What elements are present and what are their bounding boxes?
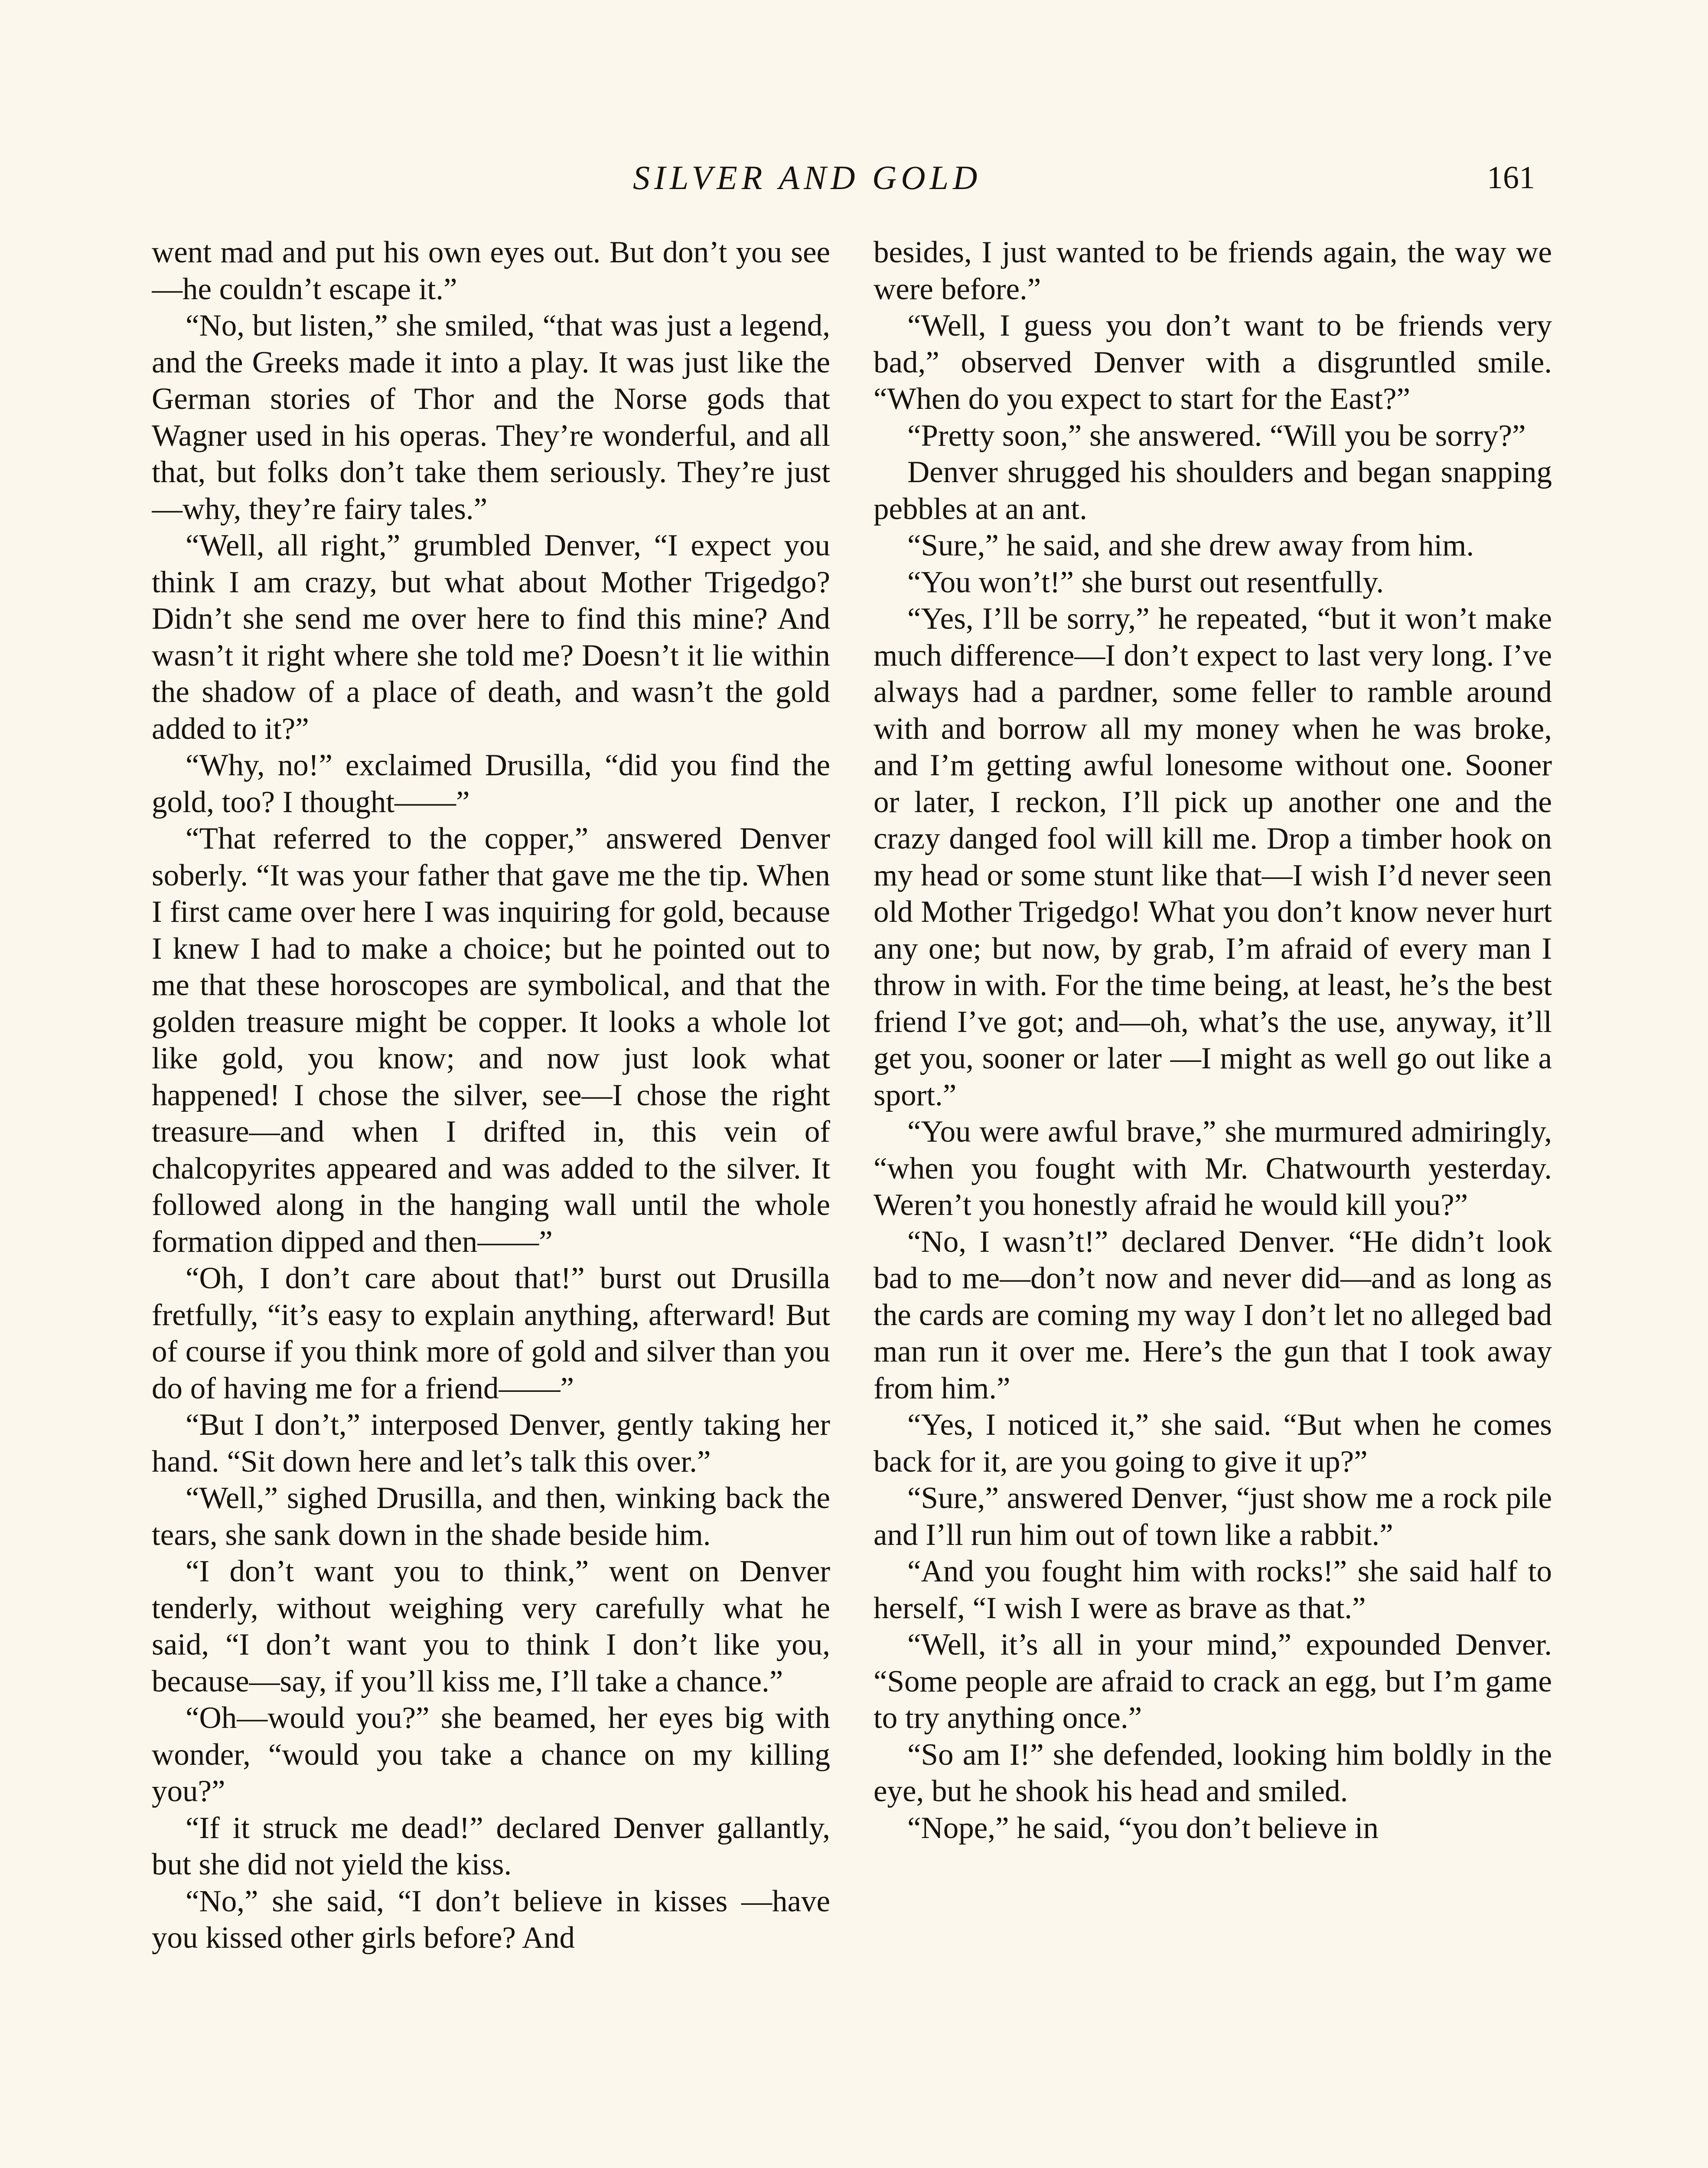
paragraph: “If it struck me dead!” declared Denver gallantly, but she did not yield the kiss.: [152, 1811, 830, 1881]
paragraph: “You won’t!” she burst out resentfully.: [907, 565, 1384, 599]
paragraph: “Sure,” he said, and she drew away from him.: [907, 529, 1474, 562]
paragraph: “Oh, I don’t care about that!” burst out Drusilla fretfully, “it’s easy to explain anything, afterward! But of course if you think more of gold and silver than you do of having me for a friend——”: [152, 1261, 830, 1405]
right-column: [874, 234, 1552, 2168]
paragraph: “Well,” sighed Drusilla, and then, winking back the tears, she sank down in the shade beside him.: [152, 1481, 830, 1552]
paragraph: “Sure,” answered Denver, “just show me a rock pile and I’ll run him out of town like a rabbit.”: [874, 1481, 1552, 1552]
paragraph: “So am I!” she defended, looking him boldly in the eye, but he shook his head and smiled.: [874, 1737, 1552, 1808]
running-title: SILVER AND GOLD: [633, 159, 982, 196]
paragraph: besides, I just wanted to be friends again, the way we were before.”: [874, 235, 1552, 306]
paragraph: “Pretty soon,” she answered. “Will you be sorry?”: [907, 418, 1526, 453]
paragraph: “I don’t want you to think,” went on Denver tenderly, without weighing very carefully what he said, “I don’t want you to think I don’t like you, because—say, if you’ll kiss me, I’ll take a chance.”: [152, 1554, 830, 1698]
paragraph: “Nope,” he said, “you don’t believe in: [907, 1811, 1379, 1845]
paragraph: “No,” she said, “I don’t believe in kisses —have you kissed other girls before? And: [152, 1884, 830, 1955]
paragraph: “Well, all right,” grumbled Denver, “I expect you think I am crazy, but what about Mother Trigedgo? Didn’t she send me over here to find this mine? And wasn’t it right where she told me? Doesn’t it lie within the shadow of a place of death, and wasn’t the gold added to it?”: [152, 529, 830, 746]
page-number: 161: [1487, 160, 1535, 196]
paragraph: went mad and put his own eyes out. But don’t you see—he couldn’t escape it.”: [152, 235, 830, 306]
paragraph: “No, I wasn’t!” declared Denver. “He didn’t look bad to me—don’t now and never did—and as long as the cards are coming my way I don’t let no alleged bad man run it over me. Here’s the gun that I took away from him.”: [874, 1224, 1552, 1405]
paragraph: “No, but listen,” she smiled, “that was just a legend, and the Greeks made it into a play. It was just like the German stories of Thor and the Norse gods that Wagner used in his operas. They’re wonderful, and all that, but folks don’t take them seriously. They’re just—why, they’re fairy tales.”: [152, 309, 830, 526]
paragraph: “Yes, I’ll be sorry,” he repeated, “but it won’t make much difference—I don’t expect to last very long. I’ve always had a pardner, some feller to ramble around with and borrow all my money when he was broke, and I’m getting awful lonesome without one. Sooner or later, I reckon, I’ll pick up another one and the crazy danged fool will kill me. Drop a timber hook on my head or some stunt like that—I wish I’d never seen old Mother Trigedgo! What you don’t know never hurt any one; but now, by grab, I’m afraid of every man I throw in with. For the time being, at least, he’s the best friend I’ve got; and—oh, what’s the use, anyway, it’ll get you, sooner or later —I might as well go out like a sport.”: [874, 602, 1552, 1112]
left-column: [152, 234, 830, 2168]
paragraph: “Why, no!” exclaimed Drusilla, “did you find the gold, too? I thought——”: [152, 748, 830, 819]
paragraph: “That referred to the copper,” answered Denver soberly. “It was your father that gave me the tip. When I first came over here I was inquiring for gold, because I knew I had to make a choice; but he pointed out to me that these horoscopes are symbolical, and that the golden treasure might be copper. It looks a whole lot like gold, you know; and now just look what happened! I chose the silver, see—I chose the right treasure—and when I drifted in, this vein of chalcopyrites appeared and was added to the silver. It followed along in the hanging wall until the whole formation dipped and then——”: [152, 822, 830, 1259]
paragraph: “Well, it’s all in your mind,” expounded Denver. “Some people are afraid to crack an egg, but I’m game to try anything once.”: [874, 1628, 1552, 1735]
paragraph: “Oh—would you?” she beamed, her eyes big with wonder, “would you take a chance on my killing you?”: [152, 1701, 830, 1808]
paragraph: “And you fought him with rocks!” she said half to herself, “I wish I were as brave as that.”: [874, 1554, 1552, 1625]
paragraph: “But I don’t,” interposed Denver, gently taking her hand. “Sit down here and let’s talk this over.”: [152, 1408, 830, 1479]
paragraph: “Well, I guess you don’t want to be friends very bad,” observed Denver with a disgruntled smile. “When do you expect to start for the East?”: [874, 309, 1552, 416]
paragraph: “Yes, I noticed it,” she said. “But when he comes back for it, are you going to give it up?”: [874, 1408, 1552, 1479]
page-header: [0, 152, 1708, 204]
paragraph: Denver shrugged his shoulders and began snapping pebbles at an ant.: [874, 455, 1552, 526]
paragraph: “You were awful brave,” she murmured admiringly, “when you fought with Mr. Chatwourth yesterday. Weren’t you honestly afraid he would kill you?”: [874, 1115, 1552, 1222]
